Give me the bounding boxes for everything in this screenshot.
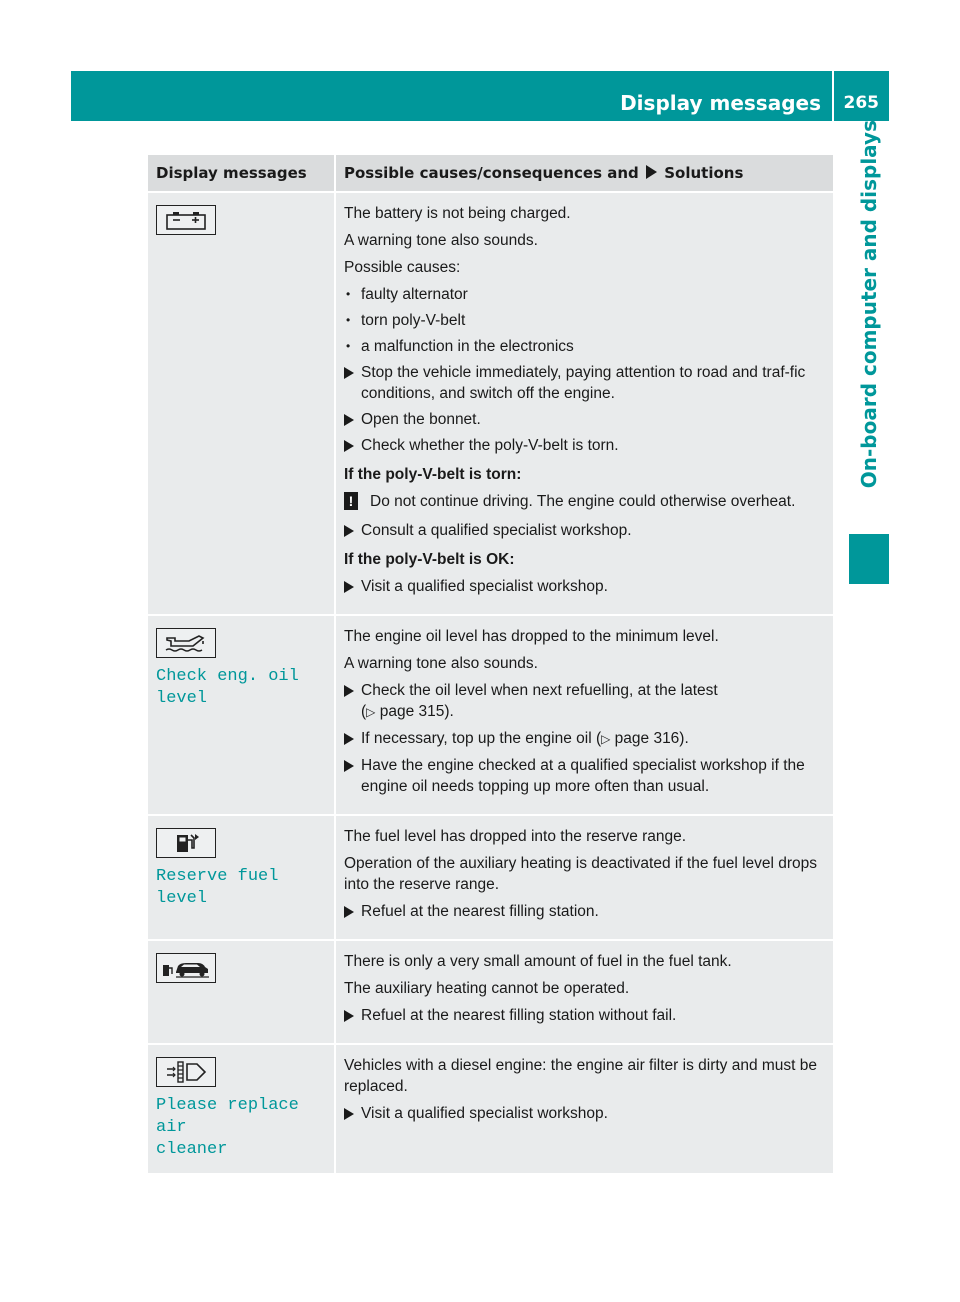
text: A warning tone also sounds. — [344, 232, 538, 249]
action-text: Check the oil level when next refuelling, at the latest — [361, 682, 718, 699]
page-ref-icon: ▷ — [366, 705, 376, 719]
display-messages-table — [148, 155, 833, 1173]
action-arrow-icon — [344, 906, 354, 918]
chapter-title: On-board computer and displays — [857, 120, 881, 489]
header-divider — [832, 71, 834, 121]
solutions-cell — [335, 1044, 833, 1173]
text: The auxiliary heating cannot be operated. — [344, 980, 630, 997]
fuel-car-icon — [156, 953, 216, 983]
display-message: Check eng. oil level — [156, 667, 299, 708]
action-step — [344, 1005, 825, 1026]
page-reference[interactable]: page 315). — [379, 703, 454, 720]
page-number: 265 — [843, 93, 879, 113]
action-text: Stop the vehicle immediately, paying attention to road and traf-fic conditions, and switch off the engine. — [361, 364, 806, 402]
action-arrow-icon — [344, 733, 354, 745]
action-text: Visit a qualified specialist workshop. — [361, 1105, 608, 1122]
list-item: • a malfunction in the electronics — [344, 336, 825, 357]
action-arrow-icon — [344, 440, 354, 452]
action-step — [344, 409, 825, 430]
display-message: Please replace air cleaner — [156, 1096, 299, 1159]
page-ref-icon: ▷ — [601, 732, 611, 746]
condition-heading: If the poly-V-belt is OK: — [344, 551, 515, 568]
display-cell — [148, 1044, 335, 1173]
action-arrow-icon — [646, 165, 657, 179]
solutions-cell — [335, 940, 833, 1044]
action-step — [344, 1103, 825, 1124]
condition-heading: If the poly-V-belt is torn: — [344, 466, 522, 483]
list-item: • faulty alternator — [344, 284, 825, 305]
action-step: Check the oil level when next refuelling, at the latest (▷ page 315). — [344, 680, 825, 723]
col-header-solutions — [335, 155, 833, 192]
section-title: Display messages — [620, 91, 821, 115]
warning-note — [344, 491, 825, 512]
warning-text: Do not continue driving. The engine could otherwise overheat. — [370, 493, 796, 510]
table-row — [148, 815, 833, 940]
action-text: Visit a qualified specialist workshop. — [361, 578, 608, 595]
display-cell — [148, 940, 335, 1044]
list-item: • torn poly-V-belt — [344, 310, 825, 331]
action-text: Consult a qualified specialist workshop. — [361, 522, 632, 539]
solutions-cell — [335, 815, 833, 940]
battery-icon — [156, 205, 216, 235]
action-arrow-icon — [344, 367, 354, 379]
action-arrow-icon — [344, 414, 354, 426]
action-step — [344, 362, 825, 404]
warning-icon: ! — [344, 492, 358, 510]
action-text: Refuel at the nearest filling station without fail. — [361, 1007, 677, 1024]
action-step — [344, 728, 825, 750]
text: Possible causes: — [344, 259, 461, 276]
text: The fuel level has dropped into the reserve range. — [344, 828, 687, 845]
action-step — [344, 901, 825, 922]
action-arrow-icon — [344, 525, 354, 537]
action-text: Refuel at the nearest filling station. — [361, 903, 599, 920]
action-text: Have the engine checked at a qualified specialist workshop if the engine oil needs topping up more often than usual. — [361, 757, 805, 795]
display-cell — [148, 815, 335, 940]
text: The battery is not being charged. — [344, 205, 571, 222]
table-row — [148, 615, 833, 815]
col-header-display: Display messages — [148, 155, 335, 192]
table-row — [148, 192, 833, 615]
action-step — [344, 576, 825, 597]
action-arrow-icon — [344, 581, 354, 593]
page-reference[interactable]: page 316). — [614, 730, 689, 747]
chapter-tab — [849, 120, 889, 550]
table-row — [148, 1044, 833, 1173]
action-arrow-icon — [344, 685, 354, 697]
air-filter-icon — [156, 1057, 216, 1087]
text: There is only a very small amount of fuel in the fuel tank. — [344, 953, 732, 970]
chapter-marker — [849, 534, 889, 584]
action-arrow-icon — [344, 1010, 354, 1022]
action-text: If necessary, top up the engine oil ( — [361, 730, 602, 747]
col-header-causes: Possible causes/consequences and — [344, 164, 639, 182]
text: Vehicles with a diesel engine: the engine air filter is dirty and must be replaced. — [344, 1057, 818, 1095]
text: The engine oil level has dropped to the minimum level. — [344, 628, 719, 645]
fuel-pump-icon — [156, 828, 216, 858]
text: A warning tone also sounds. — [344, 655, 538, 672]
action-text: Open the bonnet. — [361, 411, 481, 428]
solutions-cell — [335, 615, 833, 815]
page-header — [71, 71, 889, 121]
action-step — [344, 755, 825, 797]
display-cell — [148, 615, 335, 815]
display-message: Reserve fuel level — [156, 867, 279, 908]
action-arrow-icon — [344, 760, 354, 772]
oil-can-icon — [156, 628, 216, 658]
table-header-row — [148, 155, 833, 192]
col-header-solutions-label: Solutions — [664, 164, 744, 182]
action-step — [344, 520, 825, 541]
action-text: Check whether the poly-V-belt is torn. — [361, 437, 619, 454]
action-arrow-icon — [344, 1108, 354, 1120]
table-row — [148, 940, 833, 1044]
action-step — [344, 435, 825, 456]
solutions-cell — [335, 192, 833, 615]
display-cell — [148, 192, 335, 615]
text: Operation of the auxiliary heating is deactivated if the fuel level drops into the reserve range. — [344, 855, 818, 893]
